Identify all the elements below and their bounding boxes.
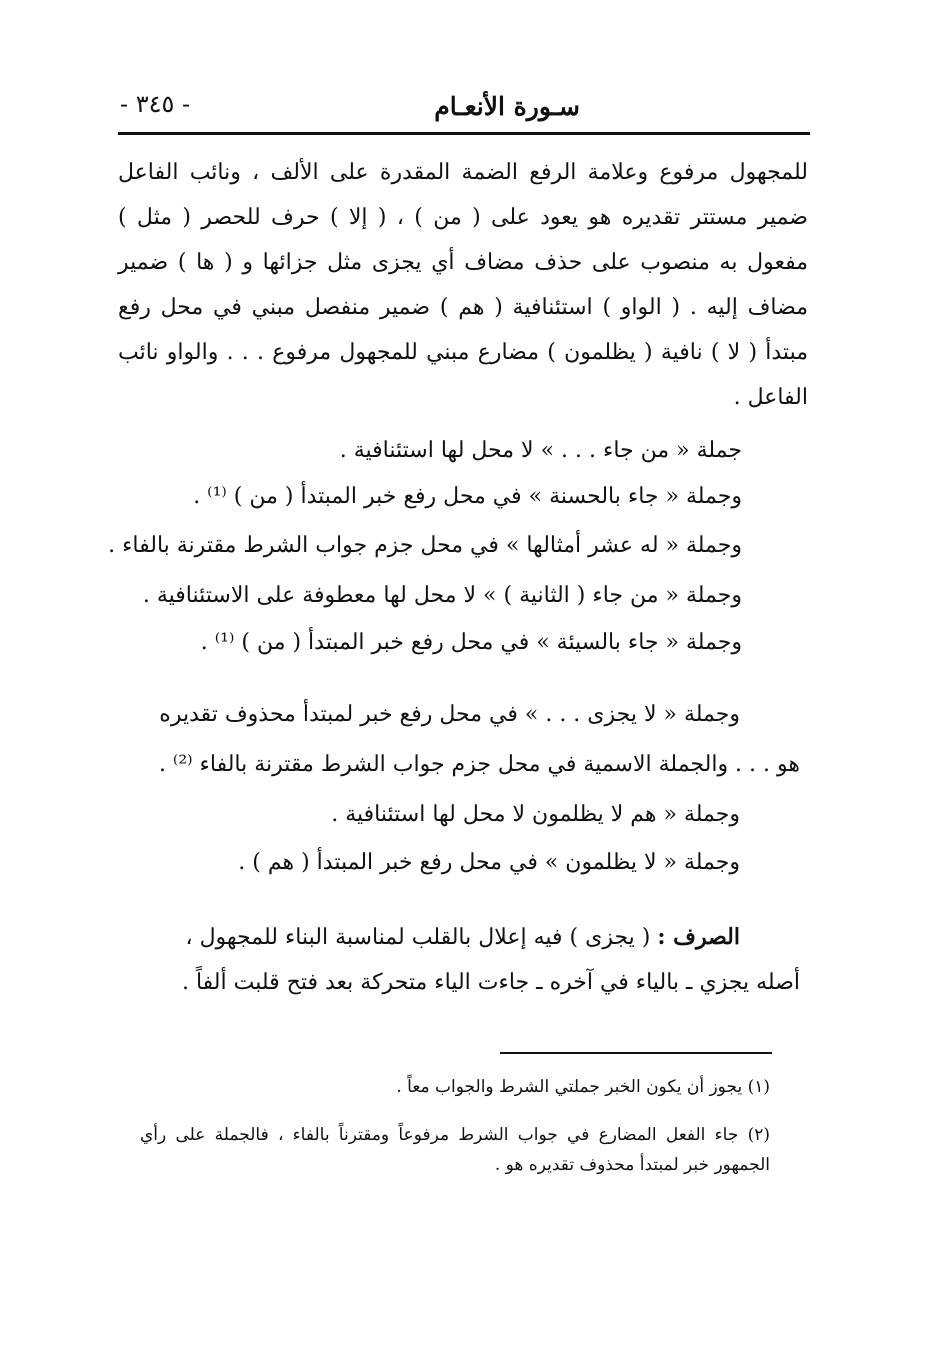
analysis-paragraph: للمجهول مرفوع وعلامة الرفع الضمة المقدرة على الألف ، ونائب الفاعل ضمير مستتر تقديره هو يعود على ( من ) ، ( إلا ) حرف للحصر ( مثل ) مفعول به منصوب على حذف مضاف أي يجزى مثل جزائها و ( ها ) ضمير مضاف إليه . ( الواو ) استئنافية ( هم ) ضمير منفصل مبني في محل رفع مبتدأ ( لا ) نافية ( يظلمون ) مضارع مبني للمجهول مرفوع . . . والواو نائب الفاعل . (118, 160, 808, 410)
sentence-line: وجملة « جاء بالسيئة » في محل رفع خبر المبتدأ ( من ) ⁽¹⁾ . (200, 630, 742, 655)
sentence-line: وجملة « من جاء ( الثانية ) » لا محل لها معطوفة على الاستئنافية . (142, 583, 742, 608)
sarf-text: ( يجزى ) فيه إعلال بالقلب لمناسبة البناء للمجهول ، (185, 925, 658, 950)
footnote-2: (٢) جاء الفعل المضارع في جواب الشرط مرفوعاً ومقترناً بالفاء ، فالجملة على رأي الجمهور خبر لمبتدأ محذوف تقديره هو . (140, 1125, 770, 1175)
sentence-line: وجملة « له عشر أمثالها » في محل جزم جواب الشرط مقترنة بالفاء . (108, 533, 742, 558)
page-number: - ٣٤٥ - (120, 90, 191, 118)
surah-title: سـورة الأنعـام (434, 92, 580, 121)
sentence-line: هو . . . والجملة الاسمية في محل جزم جواب الشرط مقترنة بالفاء ⁽²⁾ . (158, 752, 800, 777)
sentence-line: وجملة « جاء بالحسنة » في محل رفع خبر المبتدأ ( من ) ⁽¹⁾ . (193, 484, 742, 509)
footnote-divider (500, 1052, 772, 1054)
sarf-line-2: أصله يجزي ـ بالياء في آخره ـ جاءت الياء متحركة بعد فتح قلبت ألفاً . (181, 970, 800, 995)
sarf-line-1 (185, 924, 740, 950)
sentence-line: وجملة « لا يظلمون » في محل رفع خبر المبتدأ ( هم ) . (238, 850, 740, 875)
sentence-line: وجملة « لا يجزى . . . » في محل رفع خبر لمبتدأ محذوف تقديره (159, 702, 740, 727)
sentence-line: وجملة « هم لا يظلمون لا محل لها استئنافية . (331, 802, 740, 827)
page-header (120, 86, 810, 126)
sarf-label: الصرف : (657, 924, 740, 950)
sentence-line: جملة « من جاء . . . » لا محل لها استئنافية . (339, 438, 742, 463)
footnote-1: (١) يجوز أن يكون الخبر جملتي الشرط والجواب معاً . (396, 1077, 770, 1097)
header-divider (118, 132, 810, 135)
